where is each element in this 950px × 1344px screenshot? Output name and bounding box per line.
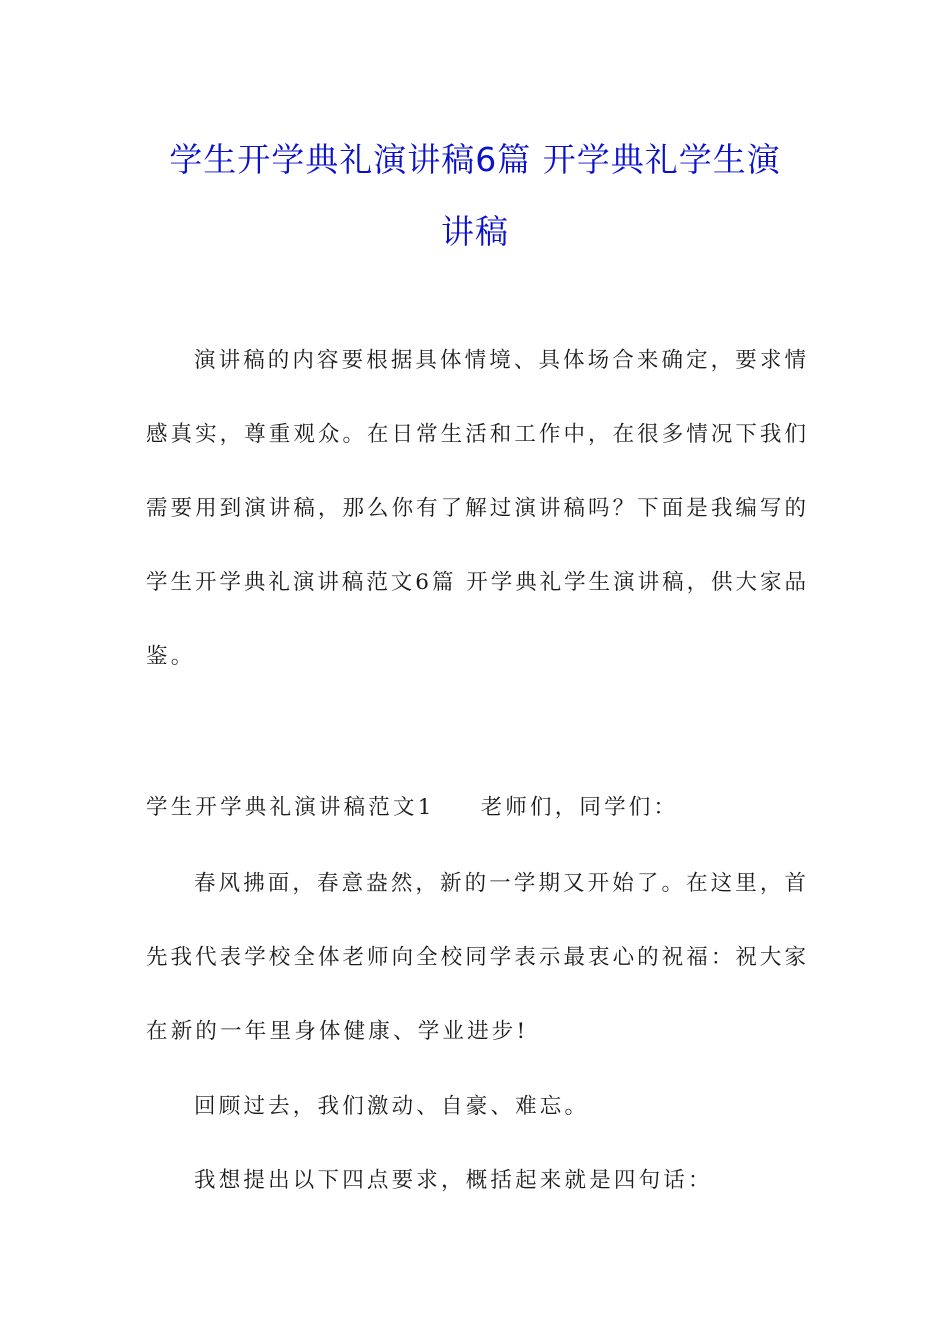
section-heading: 学生开学典礼演讲稿范文1 (146, 795, 435, 820)
intro-paragraph-line: 鉴。 (146, 644, 196, 669)
salutation: 老师们，同学们： (480, 795, 679, 820)
section-heading-row (146, 793, 806, 823)
intro-paragraph-line: 需要用到演讲稿，那么你有了解过演讲稿吗？下面是我编写的 (146, 496, 806, 521)
body-paragraph-line: 先我代表学校全体老师向全校同学表示最衷心的祝福：祝大家 (146, 945, 806, 970)
body-paragraph-line: 我想提出以下四点要求，概括起来就是四句话： (194, 1168, 713, 1193)
document-title-line-1: 学生开学典礼演讲稿6篇 开学典礼学生演 (169, 140, 781, 179)
intro-paragraph-line: 学生开学典礼演讲稿范文6篇 开学典礼学生演讲稿，供大家品 (146, 570, 806, 595)
intro-paragraph-line: 感真实，尊重观众。在日常生活和工作中，在很多情况下我们 (146, 422, 806, 447)
body-paragraph-line: 春风拂面，春意盎然，新的一学期又开始了。在这里，首 (194, 871, 806, 896)
document-title-line-2: 讲稿 (441, 212, 509, 251)
body-paragraph-line: 回顾过去，我们激动、自豪、难忘。 (194, 1094, 590, 1119)
body-paragraph-line: 在新的一年里身体健康、学业进步! (146, 1019, 529, 1044)
intro-paragraph-line: 演讲稿的内容要根据具体情境、具体场合来确定，要求情 (194, 348, 806, 373)
